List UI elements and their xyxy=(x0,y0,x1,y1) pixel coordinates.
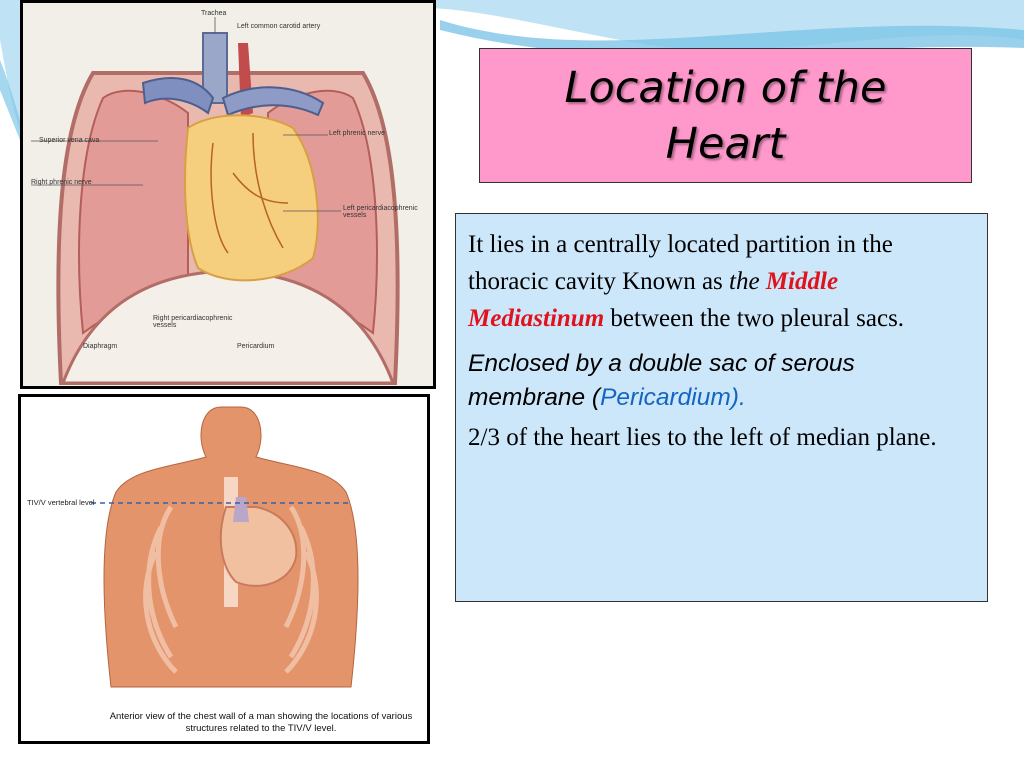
paragraph-pericardium xyxy=(468,347,975,415)
p2-text: Enclosed by a double sac of serous membrane ( xyxy=(468,350,855,411)
slide-title: Location of the Heart xyxy=(564,62,887,169)
label-left-pericardiacophrenic: Left pericardiacophrenic vessels xyxy=(343,205,418,219)
label-trachea: Trachea xyxy=(201,10,227,17)
label-left-carotid: Left common carotid artery xyxy=(237,23,321,30)
tiv-vertebral-level-label: TIV/V vertebral level xyxy=(27,498,95,507)
paragraph-mediastinum xyxy=(468,226,975,337)
label-left-phrenic: Left phrenic nerve xyxy=(329,130,386,137)
figure-caption: Anterior view of the chest wall of a man showing the locations of various structures related to the TIV/V level. xyxy=(109,711,413,734)
label-diaphragm: Diaphragm xyxy=(83,343,118,350)
torso-illustration xyxy=(21,397,427,741)
middle-mediastinum-term: Middle Mediastinum xyxy=(468,268,839,332)
p1-text: It lies in a centrally located partition in the thoracic cavity Known as xyxy=(468,231,893,295)
heart-anatomy-figure xyxy=(20,0,436,389)
paragraph-median-plane: 2/3 of the heart lies to the left of median plane. xyxy=(468,424,937,451)
content-box xyxy=(455,213,988,602)
slide-title-box xyxy=(479,48,972,183)
label-pericardium: Pericardium xyxy=(237,343,275,350)
label-right-pericardiacophrenic: Right pericardiacophrenic vessels xyxy=(153,315,233,329)
chest-wall-figure xyxy=(18,394,430,744)
p1-text-end: between the two pleural sacs. xyxy=(604,305,905,332)
pericardium-term: Pericardium). xyxy=(600,384,746,411)
label-right-phrenic: Right phrenic nerve xyxy=(31,179,92,186)
label-svc: Superior vena cava xyxy=(39,137,100,144)
p1-the: the xyxy=(729,268,760,295)
